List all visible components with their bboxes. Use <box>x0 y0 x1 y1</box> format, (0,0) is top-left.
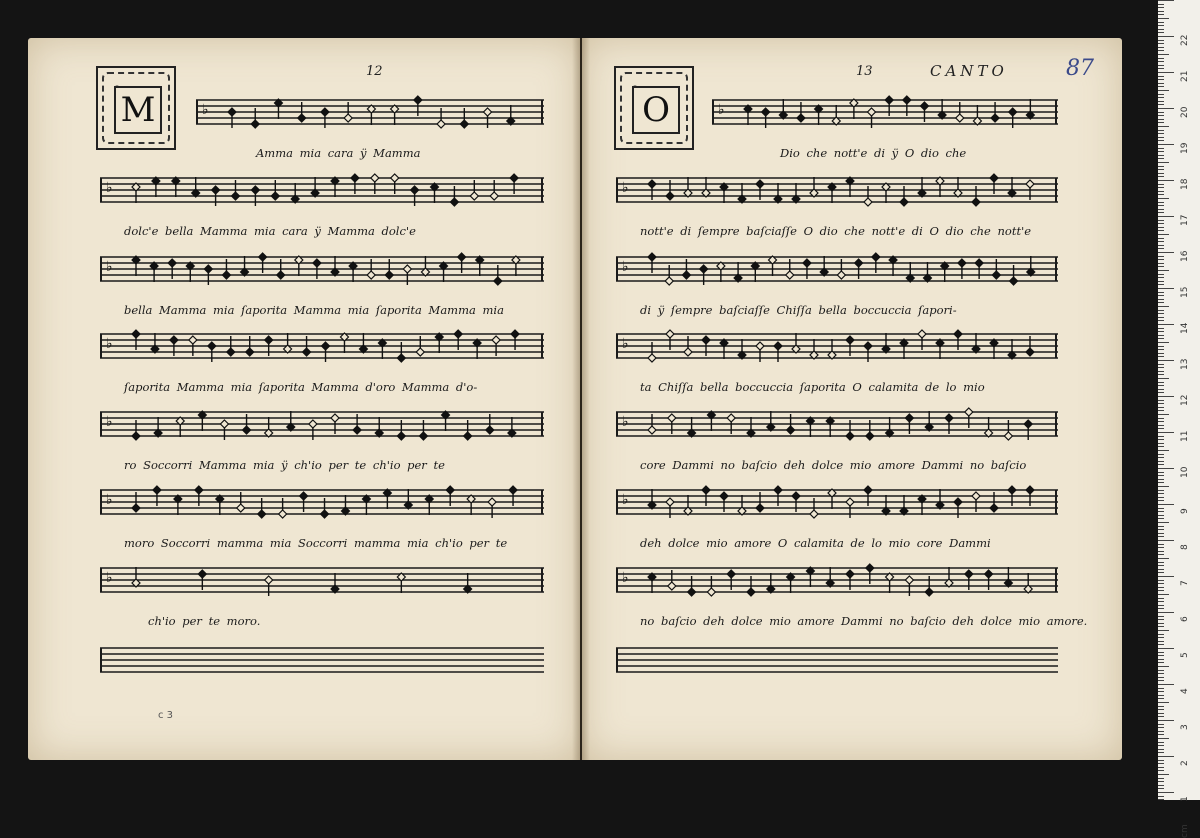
mensural-note <box>972 198 980 206</box>
clef-flat-sign: ♭ <box>106 492 113 508</box>
mensural-note <box>1026 348 1034 356</box>
mensural-note <box>866 564 874 572</box>
staff-left-5 <box>100 400 544 448</box>
mensural-note <box>688 588 696 596</box>
lyric-line-left-6: moro Soccorri mamma mia Soccorri mamma mia ch'io per te <box>124 536 508 550</box>
mensural-note <box>1026 180 1034 188</box>
staff-right-1 <box>712 88 1058 136</box>
part-name-canto: CANTO <box>930 62 1008 80</box>
staff-right-4 <box>616 322 1058 370</box>
lyric-line-left-2: dolc'e bella Mamma mia cara ÿ Mamma dolc'e <box>124 224 416 238</box>
mensural-note <box>747 588 755 596</box>
folio-number: 87 <box>1066 56 1094 81</box>
mensural-note <box>900 198 908 206</box>
clef-flat-sign: ♭ <box>622 414 629 430</box>
mensural-note <box>956 114 964 122</box>
mensural-note <box>367 271 375 279</box>
ruler-label: 3 <box>1180 724 1190 730</box>
staff-right-2 <box>616 166 1058 214</box>
mensural-note <box>195 486 203 494</box>
mensural-note <box>391 174 399 182</box>
clef-flat-sign: ♭ <box>622 492 629 508</box>
ruler-label: 22 <box>1180 34 1190 46</box>
mensural-note <box>945 414 953 422</box>
mensural-note <box>975 259 983 267</box>
mensural-note <box>460 120 468 128</box>
mensural-note <box>246 348 254 356</box>
mensural-note <box>251 186 259 194</box>
staff-right-5 <box>616 400 1058 448</box>
mensural-note <box>1008 486 1016 494</box>
mensural-note <box>666 330 674 338</box>
clef-flat-sign: ♭ <box>106 336 113 352</box>
mensural-note <box>488 498 496 506</box>
mensural-note <box>868 108 876 116</box>
staff-left-1 <box>196 88 544 136</box>
mensural-note <box>756 342 764 350</box>
clef-flat-sign: ♭ <box>106 259 113 275</box>
mensural-note <box>684 348 692 356</box>
mensural-note <box>168 259 176 267</box>
mensural-note <box>1004 432 1012 440</box>
lyric-line-left-5: ro Soccorri Mamma mia ÿ ch'io per te ch'io per te <box>124 458 445 472</box>
mensural-note <box>303 348 311 356</box>
mensural-note <box>990 174 998 182</box>
mensural-note <box>810 510 818 518</box>
signature-mark: c 3 <box>158 710 174 721</box>
mensural-note <box>648 426 656 434</box>
mensural-note <box>416 348 424 356</box>
clef-flat-sign: ♭ <box>718 102 725 118</box>
mensural-note <box>450 198 458 206</box>
ruler-label: 6 <box>1180 616 1190 622</box>
mensural-note <box>351 174 359 182</box>
mensural-note <box>227 348 235 356</box>
mensural-note <box>707 588 715 596</box>
ruler-label: 16 <box>1180 250 1190 262</box>
mensural-note <box>279 510 287 518</box>
blank-staff-right <box>616 636 1058 684</box>
ruler-label: 20 <box>1180 106 1190 118</box>
initial-ornament-left <box>96 66 176 150</box>
clef-flat-sign: ♭ <box>622 570 629 586</box>
mensural-note <box>702 336 710 344</box>
mensural-note <box>1026 486 1034 494</box>
mensural-note <box>403 265 411 273</box>
mensural-note <box>486 426 494 434</box>
lyric-line-right-6: deh dolce mio amore O calamita de lo mio core Dammi <box>640 536 991 550</box>
mensural-note <box>321 108 329 116</box>
mensural-note <box>787 426 795 434</box>
mensural-note <box>991 114 999 122</box>
mensural-note <box>414 96 422 104</box>
mensural-note <box>258 510 266 518</box>
mensural-note <box>132 504 140 512</box>
mensural-note <box>1009 108 1017 116</box>
mensural-note <box>774 486 782 494</box>
mensural-note <box>220 420 228 428</box>
mensural-note <box>277 271 285 279</box>
ruler-label: 1 <box>1180 796 1190 802</box>
mensural-note <box>371 174 379 182</box>
mensural-note <box>1010 277 1018 285</box>
mensural-note <box>682 271 690 279</box>
mensural-note <box>965 570 973 578</box>
mensural-note <box>756 180 764 188</box>
staff-left-4 <box>100 322 544 370</box>
mensural-note <box>918 330 926 338</box>
mensural-note <box>237 504 245 512</box>
mensural-note <box>920 102 928 110</box>
ruler-label: 11 <box>1180 430 1190 442</box>
mensural-note <box>668 582 676 590</box>
mensural-note <box>648 253 656 261</box>
mensural-note <box>774 342 782 350</box>
mensural-note <box>872 253 880 261</box>
lyric-line-right-2: nott'e di ſempre baſciaſſe O dio che nott'e di O dio che nott'e <box>640 224 1032 238</box>
mensural-note <box>972 492 980 500</box>
lyric-line-right-7: no baſcio deh dolce mio amore Dammi no baſcio deh dolce mio amore. <box>640 614 1088 628</box>
page-number-left: 12 <box>366 64 383 79</box>
mensural-note <box>954 330 962 338</box>
ruler-label: 10 <box>1180 466 1190 478</box>
mensural-note <box>331 414 339 422</box>
ruler-label: 15 <box>1180 286 1190 298</box>
mensural-note <box>353 426 361 434</box>
mensural-note <box>419 432 427 440</box>
mensural-note <box>666 498 674 506</box>
mensural-note <box>298 114 306 122</box>
mensural-note <box>803 259 811 267</box>
mensural-note <box>648 354 656 362</box>
ruler-label: 12 <box>1180 394 1190 406</box>
mensural-note <box>492 336 500 344</box>
ruler-label: 8 <box>1180 544 1190 550</box>
lyric-line-right-1: Dio che nott'e di ÿ O dio che <box>780 146 967 160</box>
ruler-label: 19 <box>1180 142 1190 154</box>
mensural-note <box>446 486 454 494</box>
ruler-label: 17 <box>1180 214 1190 226</box>
ruler-label: 7 <box>1180 580 1190 586</box>
mensural-note <box>866 432 874 440</box>
initial-ornament-right <box>614 66 694 150</box>
ruler-label: 14 <box>1180 322 1190 334</box>
mensural-note <box>309 420 317 428</box>
mensural-note <box>855 259 863 267</box>
mensural-note <box>965 408 973 416</box>
mensural-note <box>397 432 405 440</box>
mensural-note <box>702 486 710 494</box>
mensural-note <box>222 271 230 279</box>
blank-staff-left <box>100 636 544 684</box>
mensural-note <box>905 576 913 584</box>
ruler-label: 9 <box>1180 508 1190 514</box>
mensural-note <box>985 570 993 578</box>
mensural-note <box>490 192 498 200</box>
mensural-note <box>727 570 735 578</box>
mensural-note <box>271 192 279 200</box>
mensural-note <box>1024 420 1032 428</box>
mensural-note <box>864 198 872 206</box>
mensural-note <box>846 432 854 440</box>
staff-right-3 <box>616 245 1058 293</box>
mensural-note <box>864 342 872 350</box>
mensural-note <box>204 265 212 273</box>
mensural-note <box>925 588 933 596</box>
mensural-note <box>494 277 502 285</box>
mensural-note <box>792 492 800 500</box>
mensural-note <box>397 354 405 362</box>
mensural-note <box>511 330 519 338</box>
clef-flat-sign: ♭ <box>202 102 209 118</box>
mensural-note <box>762 108 770 116</box>
lyric-line-right-3: di ÿ ſempre baſciaſſe Chiſſa bella boccuccia ſapori- <box>640 303 957 317</box>
mensural-note <box>510 174 518 182</box>
mensural-note <box>259 253 267 261</box>
mensural-note <box>212 186 220 194</box>
clef-flat-sign: ♭ <box>622 259 629 275</box>
mensural-note <box>313 259 321 267</box>
staff-left-7 <box>100 556 544 604</box>
mensural-note <box>837 271 845 279</box>
mensural-note <box>666 192 674 200</box>
ruler-label: cm <box>1180 824 1190 838</box>
mensural-note <box>846 570 854 578</box>
mensural-note <box>198 570 206 578</box>
mensural-note <box>454 330 462 338</box>
mensural-note <box>265 576 273 584</box>
mensural-note <box>786 271 794 279</box>
mensural-note <box>990 504 998 512</box>
mensural-note <box>464 432 472 440</box>
mensural-note <box>228 108 236 116</box>
page-number-right: 13 <box>856 64 873 79</box>
lyric-line-left-4: ſaporita Mamma mia ſaporita Mamma d'oro Mamma d'o- <box>124 380 478 394</box>
mensural-note <box>470 192 478 200</box>
lyric-line-left-1: Amma mia cara ÿ Mamma <box>256 146 421 160</box>
mensural-note <box>509 486 517 494</box>
mensural-note <box>458 253 466 261</box>
mensural-note <box>665 277 673 285</box>
clef-flat-sign: ♭ <box>106 180 113 196</box>
lyric-line-right-4: ta Chiſſa bella boccuccia ſaporita O calamita de lo mio <box>640 380 985 394</box>
staff-left-3 <box>100 245 544 293</box>
clef-flat-sign: ♭ <box>622 336 629 352</box>
ruler-label: 2 <box>1180 760 1190 766</box>
staff-left-6 <box>100 478 544 526</box>
ruler-label: 13 <box>1180 358 1190 370</box>
mensural-note <box>153 486 161 494</box>
book-gutter <box>572 38 590 760</box>
mensural-note <box>321 510 329 518</box>
lyric-line-left-7: ch'io per te moro. <box>148 614 261 628</box>
ruler-label: 18 <box>1180 178 1190 190</box>
clef-flat-sign: ♭ <box>622 180 629 196</box>
clef-flat-sign: ♭ <box>106 414 113 430</box>
mensural-note <box>700 265 708 273</box>
measurement-ruler <box>1158 0 1200 838</box>
mensural-note <box>132 330 140 338</box>
mensural-note <box>385 271 393 279</box>
clef-flat-sign: ♭ <box>106 570 113 586</box>
ruler-label: 5 <box>1180 652 1190 658</box>
mensural-note <box>648 180 656 188</box>
lyric-line-left-3: bella Mamma mia ſaporita Mamma mia ſaporita Mamma mia <box>124 303 504 317</box>
mensural-note <box>484 108 492 116</box>
mensural-note <box>905 414 913 422</box>
mensural-note <box>322 342 330 350</box>
mensural-note <box>170 336 178 344</box>
mensural-note <box>411 186 419 194</box>
mensural-note <box>958 259 966 267</box>
mensural-note <box>668 414 676 422</box>
mensural-note <box>232 192 240 200</box>
mensural-note <box>727 414 735 422</box>
mensural-note <box>208 342 216 350</box>
ruler-label: 21 <box>1180 70 1190 82</box>
mensural-note <box>437 120 445 128</box>
mensural-note <box>300 492 308 500</box>
mensural-note <box>720 492 728 500</box>
mensural-note <box>756 504 764 512</box>
staff-right-7 <box>616 556 1058 604</box>
mensural-note <box>903 96 911 104</box>
staff-right-6 <box>616 478 1058 526</box>
lyric-line-right-5: core Dammi no baſcio deh dolce mio amore Dammi no baſcio <box>640 458 1027 472</box>
mensural-note <box>265 336 273 344</box>
mensural-note <box>243 426 251 434</box>
mensural-note <box>189 336 197 344</box>
initial-letter-left: M <box>114 86 162 134</box>
mensural-note <box>251 120 259 128</box>
mensural-note <box>992 271 1000 279</box>
mensural-note <box>132 432 140 440</box>
mensural-note <box>954 498 962 506</box>
mensural-note <box>846 498 854 506</box>
mensural-note <box>885 96 893 104</box>
mensural-note <box>864 486 872 494</box>
mensural-note <box>797 114 805 122</box>
staff-left-2 <box>100 166 544 214</box>
initial-letter-right: O <box>632 86 680 134</box>
mensural-note <box>344 114 352 122</box>
mensural-note <box>846 336 854 344</box>
ruler-label: 4 <box>1180 688 1190 694</box>
